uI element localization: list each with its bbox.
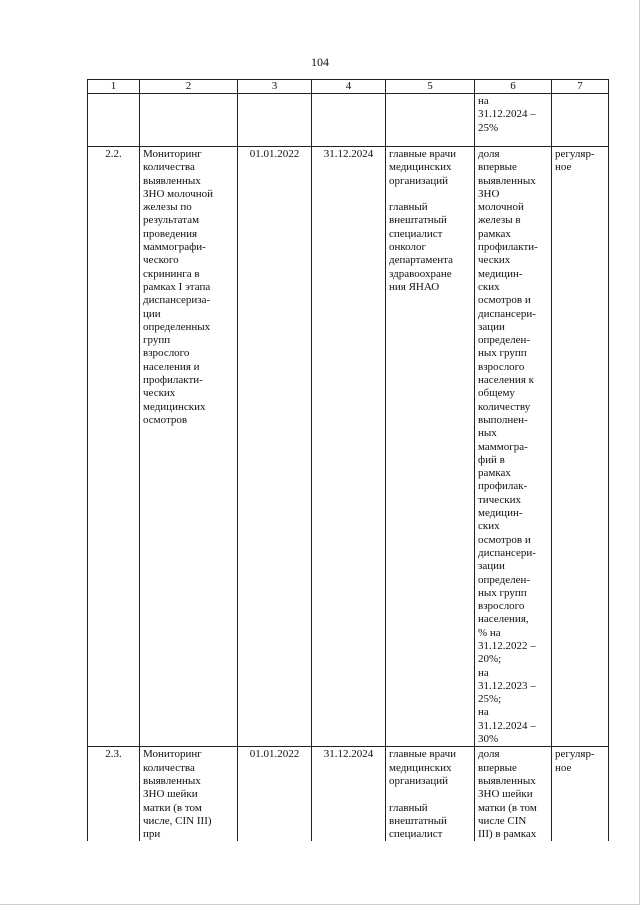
column-number: 7 [552, 80, 609, 94]
item-number-cell: 2.3. [88, 747, 140, 842]
table-row [88, 94, 609, 147]
start-date-cell [238, 94, 312, 147]
frequency-cell: регуляр- ное [552, 147, 609, 747]
column-number: 2 [140, 80, 238, 94]
indicator-cell: доля впервые выявленных ЗНО шейки матки (в том числе CIN III) в рамках [475, 747, 552, 842]
table-row [88, 147, 609, 747]
end-date-cell: 31.12.2024 [312, 147, 386, 747]
frequency-cell: регуляр- ное [552, 747, 609, 842]
item-number-cell [88, 94, 140, 147]
start-date-cell: 01.01.2022 [238, 747, 312, 842]
table-row [88, 747, 609, 842]
measure-name-cell: Мониторинг количества выявленных ЗНО шейки матки (в том числе, CIN III) при [140, 747, 238, 842]
column-number: 1 [88, 80, 140, 94]
column-number: 6 [475, 80, 552, 94]
start-date-cell: 01.01.2022 [238, 147, 312, 747]
end-date-cell [312, 94, 386, 147]
measure-name-cell: Мониторинг количества выявленных ЗНО молочной железы по результатам проведения маммографи- ческого скрининга в рамках I этапа диспансериза- ции определенных групп взрослого населения и профилакти- ческих медицинских осмотров [140, 147, 238, 747]
measures-table [87, 79, 609, 841]
page-number: 104 [311, 55, 329, 69]
measure-name-cell [140, 94, 238, 147]
responsible-cell: главные врачи медицинских организаций главный внештатный специалист онколог департамента здравоохране ния ЯНАО [386, 147, 475, 747]
column-number: 5 [386, 80, 475, 94]
column-number: 4 [312, 80, 386, 94]
responsible-cell [386, 94, 475, 147]
responsible-cell: главные врачи медицинских организаций главный внештатный специалист [386, 747, 475, 842]
indicator-cell: доля впервые выявленных ЗНО молочной железы в рамках профилакти- ческих медицин- ских осмотров и диспансери- зации определен- ных групп взрослого населения к общему количеству выполнен- ных маммогра- фий в рамках профилак- тических медицин- ских осмотров и диспансери- зации определен- ных групп взрослого населения, % на 31.12.2022 – 20%; на 31.12.2023 – 25%; на 31.12.2024 – 30% [475, 147, 552, 747]
item-number-cell: 2.2. [88, 147, 140, 747]
indicator-cell: на 31.12.2024 – 25% [475, 94, 552, 147]
column-number: 3 [238, 80, 312, 94]
end-date-cell: 31.12.2024 [312, 747, 386, 842]
frequency-cell [552, 94, 609, 147]
column-number-row [88, 80, 609, 94]
